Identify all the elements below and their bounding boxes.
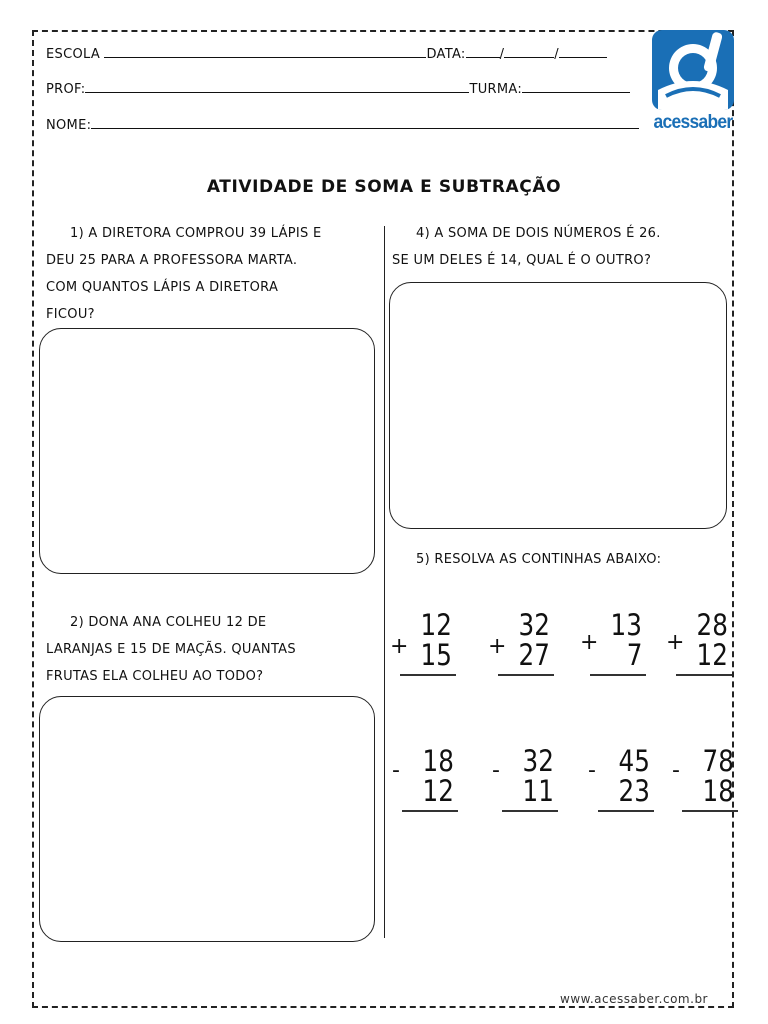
question-1-line: FICOU? (46, 307, 95, 322)
top-number: 45 (618, 744, 650, 778)
answer-box-1[interactable] (39, 328, 375, 574)
minus-sign: - (588, 758, 596, 783)
question-1-line: DEU 25 PARA A PROFESSORA MARTA. (46, 253, 298, 268)
addition-problem (390, 608, 460, 688)
top-number: 32 (522, 744, 554, 778)
date-sep-1: / (499, 47, 505, 62)
minus-sign: - (492, 758, 500, 783)
bottom-number: 11 (522, 774, 554, 808)
logo-text: acessaber (653, 112, 733, 133)
subtraction-problem (392, 744, 462, 824)
top-number: 13 (610, 608, 642, 642)
bottom-number: 15 (420, 638, 452, 672)
plus-sign: + (390, 634, 409, 659)
question-4-line: 4) A SOMA DE DOIS NÚMEROS É 26. (416, 226, 661, 241)
plus-sign: + (488, 634, 507, 659)
turma-label: TURMA: (469, 82, 523, 97)
nome-label: NOME: (46, 118, 92, 133)
bottom-number: 18 (702, 774, 734, 808)
addition-problem (666, 608, 736, 688)
question-4-line: SE UM DELES É 14, QUAL É O OUTRO? (392, 253, 652, 268)
question-1-line: 1) A DIRETORA COMPROU 39 LÁPIS E (70, 226, 322, 241)
footer-url[interactable]: www.acessaber.com.br (560, 992, 708, 1006)
question-4 (392, 220, 732, 274)
bottom-number: 12 (422, 774, 454, 808)
answer-line[interactable] (676, 674, 732, 676)
top-number: 78 (702, 744, 734, 778)
top-number: 12 (420, 608, 452, 642)
date-year-line[interactable] (559, 45, 607, 58)
answer-line[interactable] (682, 810, 738, 812)
answer-line[interactable] (598, 810, 654, 812)
answer-line[interactable] (402, 810, 458, 812)
logo-emblem (652, 30, 734, 110)
data-label: DATA: (426, 47, 466, 62)
addition-problem (580, 608, 650, 688)
answer-box-4[interactable] (389, 282, 727, 529)
top-number: 28 (696, 608, 728, 642)
question-2-line: FRUTAS ELA COLHEU AO TODO? (46, 669, 264, 684)
bottom-number: 7 (626, 638, 642, 672)
prof-line (85, 80, 469, 93)
answer-line[interactable] (502, 810, 558, 812)
minus-sign: - (392, 758, 400, 783)
escola-line (104, 45, 426, 58)
answer-box-2[interactable] (39, 696, 375, 942)
top-number: 32 (518, 608, 550, 642)
answer-line[interactable] (590, 674, 646, 676)
column-divider (384, 226, 385, 938)
bottom-number: 23 (618, 774, 650, 808)
answer-line[interactable] (498, 674, 554, 676)
bottom-number: 12 (696, 638, 728, 672)
escola-label: ESCOLA (46, 47, 101, 62)
escola-field[interactable] (46, 45, 607, 62)
date-month-line[interactable] (504, 45, 554, 58)
subtraction-problem (672, 744, 742, 824)
acessaber-logo (650, 30, 736, 133)
prof-label: PROF: (46, 82, 86, 97)
bottom-number: 27 (518, 638, 550, 672)
question-5: 5) RESOLVA AS CONTINHAS ABAIXO: (416, 552, 662, 567)
subtraction-problem (492, 744, 562, 824)
question-2-line: 2) DONA ANA COLHEU 12 DE (70, 615, 267, 630)
question-1 (46, 220, 376, 328)
date-day-line[interactable] (466, 45, 500, 58)
minus-sign: - (672, 758, 680, 783)
nome-field[interactable] (46, 116, 639, 133)
question-2-line: LARANJAS E 15 DE MAÇÃS. QUANTAS (46, 642, 296, 657)
top-number: 18 (422, 744, 454, 778)
question-1-line: COM QUANTOS LÁPIS A DIRETORA (46, 280, 279, 295)
page-title: ATIVIDADE DE SOMA E SUBTRAÇÃO (206, 177, 562, 197)
answer-line[interactable] (400, 674, 456, 676)
plus-sign: + (580, 630, 599, 655)
nome-line (91, 116, 639, 129)
plus-sign: + (666, 630, 685, 655)
date-sep-2: / (554, 47, 559, 62)
question-2 (46, 609, 376, 690)
turma-line[interactable] (522, 80, 630, 93)
addition-problem (488, 608, 558, 688)
prof-field[interactable] (46, 80, 630, 97)
subtraction-problem (588, 744, 658, 824)
